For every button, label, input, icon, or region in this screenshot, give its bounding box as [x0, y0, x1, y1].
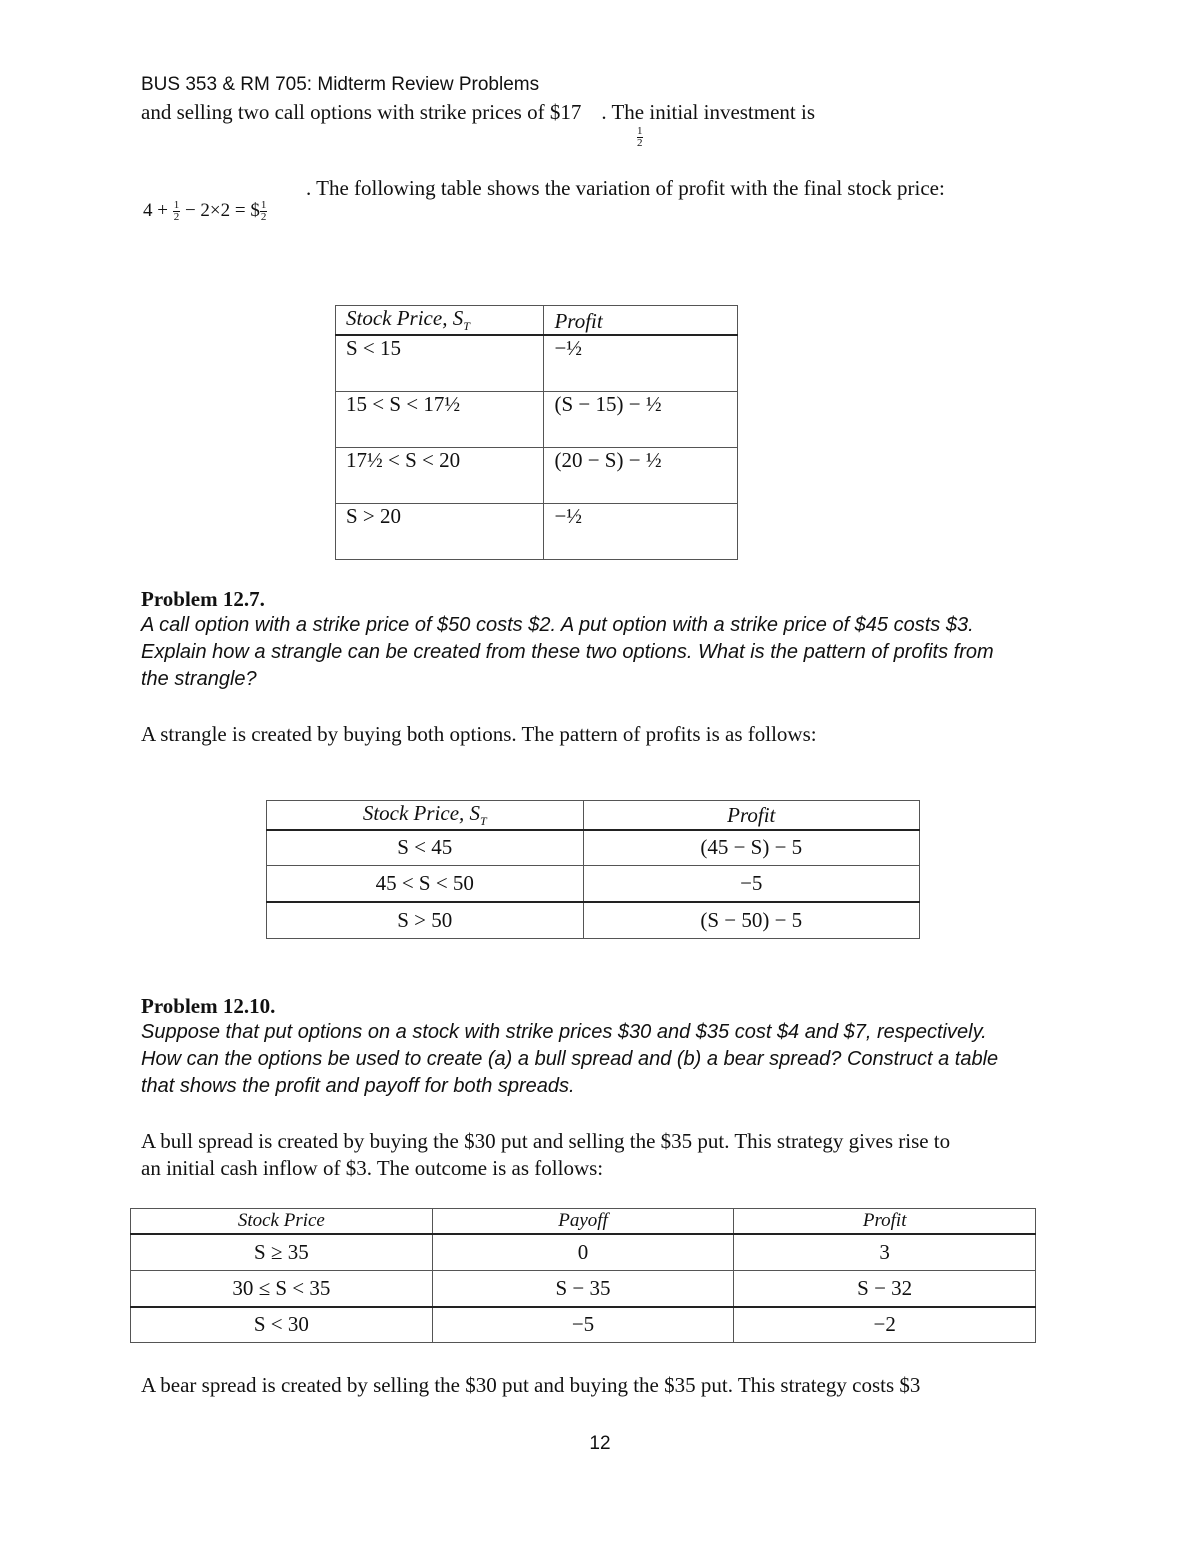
table-cell: 30 ≤ S < 35 — [131, 1271, 433, 1307]
intro-line-1: and selling two call options with strike prices of $17 . The initial investment is — [141, 100, 816, 124]
closing-paragraph: A bear spread is created by selling the $30 put and buying the $35 put. This strategy costs $3 — [141, 1373, 921, 1397]
table-cell: S < 15 — [336, 335, 544, 391]
problem-12-7-question-3: the strangle? — [141, 668, 257, 690]
page-number: 12 — [589, 1433, 611, 1454]
table-cell: (20 − S) − ½ — [544, 447, 738, 503]
problem-12-7-title: Problem 12.7. — [141, 587, 265, 611]
problem-12-10-question-3: that shows the profit and payoff for both spreads. — [141, 1075, 575, 1097]
problem-12-7-question-2: Explain how a strangle can be created from these two options. What is the pattern of profits from — [141, 641, 994, 663]
profit-table-butterfly — [335, 305, 738, 560]
profit-table-strangle — [266, 800, 920, 939]
table-cell: S − 35 — [432, 1271, 734, 1307]
table-header: Profit — [583, 801, 919, 831]
table-header: Stock Price, $S_T$ — [267, 801, 584, 831]
table-cell: 3 — [734, 1234, 1036, 1271]
table-cell: 45 < S < 50 — [267, 865, 584, 902]
table-header: Profit — [544, 306, 738, 336]
problem-12-10-question-1: Suppose that put options on a stock with strike prices $30 and $35 cost $4 and $7, respectively. — [141, 1021, 987, 1043]
table-cell: S < 30 — [131, 1307, 433, 1343]
table-cell: S ≥ 35 — [131, 1234, 433, 1271]
table-cell: (S − 50) − 5 — [583, 902, 919, 938]
table-cell: S < 45 — [267, 830, 584, 865]
problem-12-10-question-2: How can the options be used to create (a) a bull spread and (b) a bear spread? Construct a table — [141, 1048, 999, 1070]
problem-12-7-answer: A strangle is created by buying both options. The pattern of profits is as follows: — [141, 722, 817, 746]
table-cell: S − 32 — [734, 1271, 1036, 1307]
table-cell: (45 − S) − 5 — [583, 830, 919, 865]
table-header: Stock Price, $S_T$ — [336, 306, 544, 336]
problem-12-10-answer-2: an initial cash inflow of $3. The outcome is as follows: — [141, 1156, 604, 1180]
intro-line-2: . The following table shows the variation of profit with the final stock price: — [306, 176, 945, 200]
table-cell: 17½ < S < 20 — [336, 447, 544, 503]
table-header: Profit — [734, 1209, 1036, 1234]
table-header: Payoff — [432, 1209, 734, 1234]
table-cell: 15 < S < 17½ — [336, 391, 544, 447]
table-cell: −2 — [734, 1307, 1036, 1343]
table-cell: 0 — [432, 1234, 734, 1271]
intro-fraction: 1 2 — [637, 125, 643, 149]
problem-12-10-answer-1: A bull spread is created by buying the $30 put and selling the $35 put. This strategy gives rise to — [141, 1129, 951, 1153]
table-header: Stock Price — [131, 1209, 433, 1234]
problem-12-7-question-1: A call option with a strike price of $50 costs $2. A put option with a strike price of $45 costs $3. — [141, 614, 974, 636]
table-cell: −5 — [583, 865, 919, 902]
table-cell: −5 — [432, 1307, 734, 1343]
page-header: BUS 353 & RM 705: Midterm Review Problems — [141, 74, 540, 95]
table-cell: −½ — [544, 335, 738, 391]
investment-expression: 4 + $\frac{1}{2}$ − 2×2 = $ $\frac{1}{2}$ — [143, 199, 267, 224]
bull-spread-table — [130, 1208, 1036, 1343]
table-cell: −½ — [544, 503, 738, 559]
problem-12-10-title: Problem 12.10. — [141, 994, 276, 1018]
table-cell: (S − 15) − ½ — [544, 391, 738, 447]
table-cell: S > 50 — [267, 902, 584, 938]
table-cell: S > 20 — [336, 503, 544, 559]
